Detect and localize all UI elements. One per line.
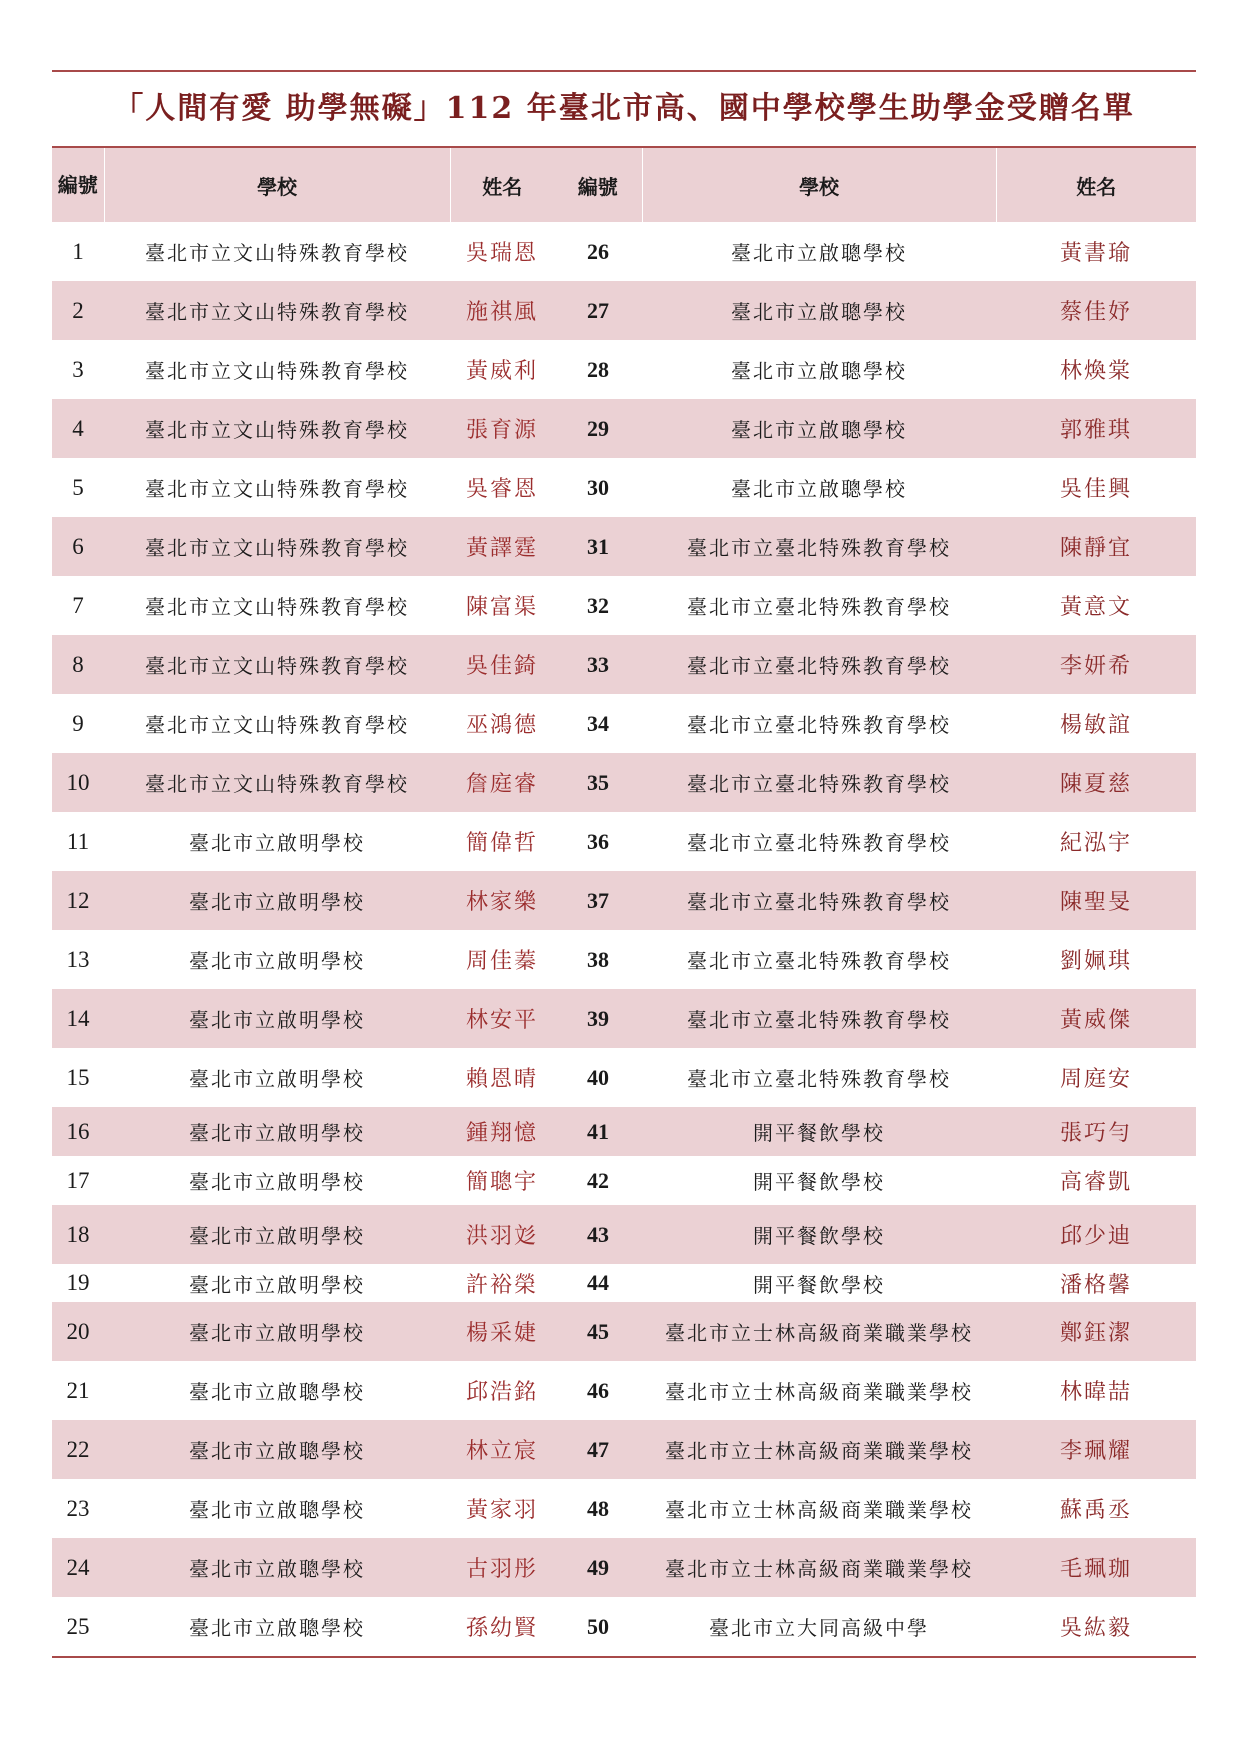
table-row xyxy=(52,222,1196,281)
row-number-left: 7 xyxy=(72,592,84,618)
school-right: 臺北市立士林高級商業職業學校 xyxy=(665,1498,973,1522)
student-name-right: 鄭鈺潔 xyxy=(1059,1321,1132,1346)
school-left: 臺北市立文山特殊教育學校 xyxy=(145,595,409,619)
school-left: 臺北市立啟聰學校 xyxy=(189,1439,365,1463)
student-name-left: 吳瑞恩 xyxy=(465,241,538,266)
school-right: 臺北市立啟聰學校 xyxy=(731,418,907,442)
school-left: 臺北市立文山特殊教育學校 xyxy=(145,654,409,678)
student-name-left: 陳富渠 xyxy=(465,595,538,620)
table-row xyxy=(52,1107,1196,1156)
student-name-left: 吳睿恩 xyxy=(465,477,538,502)
school-left: 臺北市立文山特殊教育學校 xyxy=(145,772,409,796)
row-number-left: 9 xyxy=(72,710,84,736)
table-row xyxy=(52,1420,1196,1479)
row-number-left: 13 xyxy=(66,946,90,972)
row-number-left: 4 xyxy=(72,415,84,441)
school-right: 臺北市立臺北特殊教育學校 xyxy=(687,1008,951,1032)
row-number-right: 43 xyxy=(587,1221,609,1247)
student-name-left: 鍾翔憶 xyxy=(465,1121,538,1146)
student-name-right: 楊敏誼 xyxy=(1059,713,1132,738)
school-right: 臺北市立臺北特殊教育學校 xyxy=(687,890,951,914)
row-number-left: 15 xyxy=(66,1064,90,1090)
row-number-left: 20 xyxy=(66,1318,90,1344)
row-number-right: 36 xyxy=(587,828,609,854)
student-name-left: 吳佳錡 xyxy=(465,654,538,679)
school-left: 臺北市立啟明學校 xyxy=(189,1121,365,1145)
school-left: 臺北市立文山特殊教育學校 xyxy=(145,359,409,383)
student-name-right: 蘇禹丞 xyxy=(1059,1498,1132,1523)
student-name-right: 林暐喆 xyxy=(1059,1380,1132,1405)
table-row xyxy=(52,517,1196,576)
student-name-left: 林立宸 xyxy=(465,1439,538,1464)
student-name-left: 林家樂 xyxy=(465,890,538,915)
row-number-right: 34 xyxy=(587,710,609,736)
row-number-right: 37 xyxy=(587,887,609,913)
school-left: 臺北市立啟明學校 xyxy=(189,949,365,973)
row-number-right: 49 xyxy=(587,1554,609,1580)
table-row xyxy=(52,694,1196,753)
row-number-left: 1 xyxy=(72,238,84,264)
table-row xyxy=(52,1048,1196,1107)
row-number-right: 30 xyxy=(587,474,609,500)
school-right: 臺北市立大同高級中學 xyxy=(709,1616,929,1640)
student-name-left: 巫鴻德 xyxy=(465,713,538,738)
table-row xyxy=(52,989,1196,1048)
row-number-right: 32 xyxy=(587,592,609,618)
row-number-right: 31 xyxy=(587,533,609,559)
student-name-right: 劉姵琪 xyxy=(1059,949,1132,974)
student-name-right: 李珮耀 xyxy=(1059,1439,1132,1464)
student-name-right: 吳佳興 xyxy=(1059,477,1132,502)
student-name-left: 簡聰宇 xyxy=(465,1170,538,1195)
student-name-left: 林安平 xyxy=(465,1008,538,1033)
table-row xyxy=(52,1361,1196,1420)
table-row xyxy=(52,340,1196,399)
header-name-left: 姓名 xyxy=(450,148,554,222)
table-row xyxy=(52,1597,1196,1656)
recipient-table xyxy=(52,148,1196,1656)
school-left: 臺北市立啟明學校 xyxy=(189,1008,365,1032)
header-number-right: 編號 xyxy=(577,174,618,199)
school-right: 臺北市立啟聰學校 xyxy=(731,359,907,383)
row-number-left: 12 xyxy=(66,887,90,913)
school-right: 臺北市立士林高級商業職業學校 xyxy=(665,1380,973,1404)
school-right: 臺北市立臺北特殊教育學校 xyxy=(687,772,951,796)
school-right: 臺北市立臺北特殊教育學校 xyxy=(687,536,951,560)
student-name-right: 紀泓宇 xyxy=(1059,831,1132,856)
row-number-left: 19 xyxy=(66,1270,90,1295)
student-name-left: 黃威利 xyxy=(465,359,538,384)
row-number-right: 44 xyxy=(587,1270,609,1295)
student-name-left: 邱浩銘 xyxy=(465,1380,538,1405)
row-number-left: 24 xyxy=(66,1554,90,1580)
table-row xyxy=(52,1264,1196,1302)
student-name-right: 陳夏慈 xyxy=(1059,772,1132,797)
school-left: 臺北市立文山特殊教育學校 xyxy=(145,241,409,265)
row-number-left: 22 xyxy=(66,1436,90,1462)
row-number-right: 41 xyxy=(587,1118,609,1144)
school-left: 臺北市立文山特殊教育學校 xyxy=(145,713,409,737)
row-number-right: 28 xyxy=(587,356,609,382)
table-row xyxy=(52,458,1196,517)
student-name-left: 古羽彤 xyxy=(465,1557,538,1582)
student-name-right: 李妍希 xyxy=(1059,654,1132,679)
table-header-row xyxy=(52,148,1196,222)
document-page xyxy=(52,70,1196,1658)
table-row xyxy=(52,871,1196,930)
student-name-left: 張育源 xyxy=(465,418,538,443)
row-number-right: 38 xyxy=(587,946,609,972)
student-name-right: 潘格馨 xyxy=(1059,1272,1132,1298)
table-row xyxy=(52,1156,1196,1205)
header-name-right: 姓名 xyxy=(996,148,1196,222)
school-right: 臺北市立臺北特殊教育學校 xyxy=(687,831,951,855)
table-row xyxy=(52,281,1196,340)
student-name-right: 高睿凱 xyxy=(1059,1170,1132,1195)
row-number-left: 6 xyxy=(72,533,84,559)
header-number-left: 編號 xyxy=(57,173,98,197)
row-number-left: 18 xyxy=(66,1221,90,1247)
student-name-right: 林煥棠 xyxy=(1059,359,1132,384)
row-number-right: 35 xyxy=(587,769,609,795)
student-name-right: 黃威傑 xyxy=(1059,1008,1132,1033)
school-right: 開平餐飲學校 xyxy=(753,1272,885,1297)
row-number-left: 10 xyxy=(66,769,90,795)
student-name-left: 詹庭睿 xyxy=(465,772,538,797)
student-name-left: 簡偉哲 xyxy=(465,831,538,856)
school-left: 臺北市立啟明學校 xyxy=(189,890,365,914)
row-number-right: 47 xyxy=(587,1436,609,1462)
school-right: 臺北市立臺北特殊教育學校 xyxy=(687,949,951,973)
student-name-left: 黃譯霆 xyxy=(465,536,538,561)
row-number-right: 39 xyxy=(587,1005,609,1031)
school-left: 臺北市立啟明學校 xyxy=(189,1170,365,1194)
student-name-left: 周佳蓁 xyxy=(465,949,538,974)
student-name-right: 毛珮珈 xyxy=(1059,1557,1132,1582)
table-row xyxy=(52,1205,1196,1264)
school-left: 臺北市立啟聰學校 xyxy=(189,1557,365,1581)
school-left: 臺北市立啟明學校 xyxy=(189,1272,365,1297)
school-left: 臺北市立啟明學校 xyxy=(189,1067,365,1091)
student-name-right: 陳聖旻 xyxy=(1059,890,1132,915)
student-name-right: 黃意文 xyxy=(1059,595,1132,620)
table-row xyxy=(52,576,1196,635)
student-name-right: 邱少迪 xyxy=(1059,1224,1132,1249)
row-number-left: 5 xyxy=(72,474,84,500)
school-right: 臺北市立臺北特殊教育學校 xyxy=(687,654,951,678)
student-name-right: 黃書瑜 xyxy=(1059,241,1132,266)
school-right: 臺北市立臺北特殊教育學校 xyxy=(687,595,951,619)
school-left: 臺北市立文山特殊教育學校 xyxy=(145,418,409,442)
school-right: 開平餐飲學校 xyxy=(753,1170,885,1194)
row-number-right: 50 xyxy=(587,1613,609,1639)
table-row xyxy=(52,399,1196,458)
row-number-right: 27 xyxy=(587,297,609,323)
student-name-left: 黃家羽 xyxy=(465,1498,538,1523)
school-right: 臺北市立啟聰學校 xyxy=(731,300,907,324)
school-right: 臺北市立士林高級商業職業學校 xyxy=(665,1557,973,1581)
student-name-left: 賴恩晴 xyxy=(465,1067,538,1092)
row-number-right: 26 xyxy=(587,238,609,264)
row-number-left: 23 xyxy=(66,1495,90,1521)
school-left: 臺北市立啟明學校 xyxy=(189,1224,365,1248)
row-number-left: 2 xyxy=(72,297,84,323)
school-right: 臺北市立士林高級商業職業學校 xyxy=(665,1439,973,1463)
student-name-left: 孫幼賢 xyxy=(465,1616,538,1641)
school-left: 臺北市立啟聰學校 xyxy=(189,1498,365,1522)
row-number-left: 3 xyxy=(72,356,84,382)
table-row xyxy=(52,812,1196,871)
row-number-right: 33 xyxy=(587,651,609,677)
table-row xyxy=(52,1302,1196,1361)
header-school-right: 學校 xyxy=(642,148,996,222)
school-right: 臺北市立臺北特殊教育學校 xyxy=(687,713,951,737)
row-number-right: 45 xyxy=(587,1318,609,1344)
school-left: 臺北市立啟明學校 xyxy=(189,831,365,855)
school-right: 臺北市立啟聰學校 xyxy=(731,477,907,501)
table-row xyxy=(52,1479,1196,1538)
row-number-right: 29 xyxy=(587,415,609,441)
student-name-left: 楊采婕 xyxy=(465,1321,538,1346)
school-right: 開平餐飲學校 xyxy=(753,1224,885,1248)
bottom-rule xyxy=(52,1656,1196,1658)
student-name-right: 蔡佳妤 xyxy=(1059,300,1132,325)
student-name-right: 吳紘毅 xyxy=(1059,1616,1132,1641)
student-name-left: 許裕榮 xyxy=(465,1272,538,1298)
school-left: 臺北市立啟明學校 xyxy=(189,1321,365,1345)
student-name-left: 施祺風 xyxy=(465,300,538,325)
table-row xyxy=(52,930,1196,989)
student-name-right: 陳靜宜 xyxy=(1059,536,1132,561)
table-row xyxy=(52,635,1196,694)
school-left: 臺北市立啟聰學校 xyxy=(189,1616,365,1640)
row-number-right: 42 xyxy=(587,1167,609,1193)
table-row xyxy=(52,753,1196,812)
table-row xyxy=(52,1538,1196,1597)
page-title: 「人間有愛 助學無礙」112 年臺北市高、國中學校學生助學金受贈名單 xyxy=(113,91,1135,126)
student-name-right: 郭雅琪 xyxy=(1059,418,1132,443)
row-number-right: 40 xyxy=(587,1064,609,1090)
school-right: 開平餐飲學校 xyxy=(753,1121,885,1145)
school-right: 臺北市立啟聰學校 xyxy=(731,241,907,265)
school-left: 臺北市立文山特殊教育學校 xyxy=(145,536,409,560)
school-right: 臺北市立臺北特殊教育學校 xyxy=(687,1067,951,1091)
row-number-left: 25 xyxy=(66,1613,90,1639)
row-number-left: 8 xyxy=(72,651,84,677)
student-name-left: 洪羽彣 xyxy=(465,1224,538,1249)
row-number-left: 16 xyxy=(66,1118,90,1144)
row-number-right: 48 xyxy=(587,1495,609,1521)
row-number-left: 17 xyxy=(66,1167,90,1193)
row-number-left: 21 xyxy=(66,1377,90,1403)
school-left: 臺北市立文山特殊教育學校 xyxy=(145,300,409,324)
header-school-left: 學校 xyxy=(104,148,450,222)
school-right: 臺北市立士林高級商業職業學校 xyxy=(665,1321,973,1345)
student-name-right: 張巧勻 xyxy=(1059,1121,1132,1146)
row-number-right: 46 xyxy=(587,1377,609,1403)
row-number-left: 14 xyxy=(66,1005,90,1031)
student-name-right: 周庭安 xyxy=(1059,1067,1132,1092)
row-number-left: 11 xyxy=(66,828,90,854)
school-left: 臺北市立啟聰學校 xyxy=(189,1380,365,1404)
school-left: 臺北市立文山特殊教育學校 xyxy=(145,477,409,501)
